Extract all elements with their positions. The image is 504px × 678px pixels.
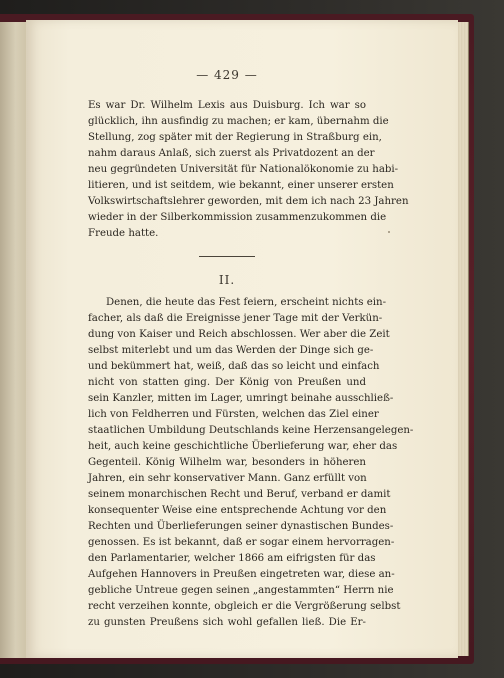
text-line: Rechten und Überlieferungen seiner dynastischen Bundes-: [88, 521, 394, 532]
text-line: und bekümmert hat, weiß, daß das so leicht und einfach: [88, 361, 380, 372]
text-line: den Parlamentarier, welcher 1866 am eifrigsten für das: [88, 553, 376, 564]
text-line: genossen. Es ist bekannt, daß er sogar einem hervorragen-: [88, 537, 395, 548]
section-heading: II.: [218, 273, 236, 287]
text-line: neu gegründeten Universität für Nationalökonomie zu habi-: [88, 164, 399, 175]
text-line: selbst miterlebt und um das Werden der Dinge sich ge-: [88, 345, 374, 356]
text-line: glücklich, ihn ausfindig zu machen; er kam, übernahm die: [88, 116, 389, 127]
text-line: nahm daraus Anlaß, sich zuerst als Privatdozent an der: [88, 148, 375, 159]
text-line: Stellung, zog später mit der Regierung in Straßburg ein,: [88, 132, 382, 143]
text-line: staatlichen Umbildung Deutschlands keine Herzensangelegen-: [88, 425, 414, 436]
section-divider: [199, 256, 255, 257]
paragraph-1: [88, 98, 409, 242]
text-line: recht verzeihen konnte, obgleich er die Vergrößerung selbst: [88, 601, 401, 612]
page-stack-edge: [458, 22, 469, 656]
text-line: zu gunsten Preußens sich wohl gefallen ließ. Die Er-: [88, 617, 366, 628]
text-line: litieren, und ist seitdem, wie bekannt, einer unserer ersten: [88, 180, 394, 191]
text-line: Aufgehen Hannovers in Preußen eingetreten war, diese an-: [88, 569, 395, 580]
text-line: lich von Feldherren und Fürsten, welchen das Ziel einer: [88, 409, 379, 420]
text-line: sein Kanzler, mitten im Lager, umringt beinahe ausschließ-: [88, 393, 394, 404]
page-content: [88, 68, 414, 631]
text-line: Freude hatte.: [88, 228, 159, 239]
text-line: gebliche Untreue gegen seinen „angestammten“ Herrn nie: [88, 585, 394, 596]
page-number: — 429 —: [196, 68, 258, 82]
text-line: Denen, die heute das Fest feiern, erscheint nichts ein-: [106, 297, 387, 308]
text-line: Jahren, ein sehr konservativer Mann. Ganz erfüllt von: [88, 473, 367, 484]
text-line: dung von Kaiser und Reich abschlossen. Wer aber die Zeit: [88, 329, 390, 340]
text-line: heit, auch keine geschichtliche Überlieferung war, eher das: [88, 441, 398, 452]
text-line: wieder in der Silberkommission zusammenzukommen die: [88, 212, 387, 223]
text-line: Es war Dr. Wilhelm Lexis aus Duisburg. Ich war so: [88, 100, 366, 111]
text-line: nicht von statten ging. Der König von Preußen und: [88, 377, 366, 388]
text-line: konsequenter Weise eine entsprechende Achtung vor den: [88, 505, 387, 516]
text-line: Volkswirtschaftslehrer geworden, mit dem ich nach 23 Jahren: [88, 196, 409, 207]
paragraph-2: [88, 295, 414, 631]
text-line: facher, als daß die Ereignisse jener Tage mit der Verkün-: [88, 313, 383, 324]
text-line: Gegenteil. König Wilhelm war, besonders in höheren: [88, 457, 366, 468]
paper-speck: [388, 231, 390, 233]
text-line: seinem monarchischen Recht und Beruf, verband er damit: [88, 489, 391, 500]
facing-page-edge: [0, 22, 27, 658]
